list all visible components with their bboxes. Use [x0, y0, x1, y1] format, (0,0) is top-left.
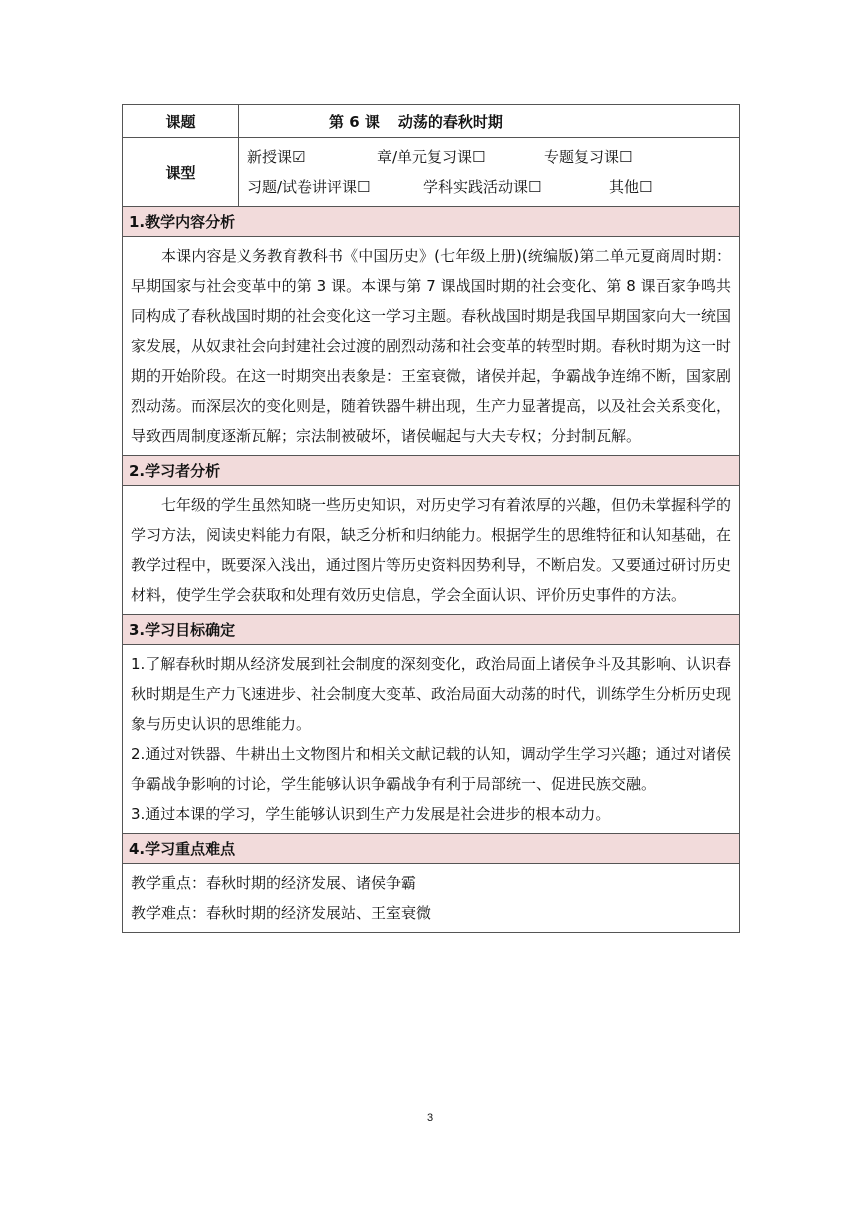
- type-option-exercise-review[interactable]: 习题/试卷讲评课☐: [247, 178, 371, 196]
- section-body: [123, 864, 740, 933]
- section-body: [123, 486, 740, 615]
- lesson-type-options: [239, 138, 740, 207]
- lesson-plan-table: [122, 104, 740, 933]
- section-heading: 4.学习重点难点: [123, 834, 740, 864]
- type-option-new[interactable]: 新授课☑: [247, 148, 306, 166]
- lesson-title: [239, 105, 740, 138]
- topic-label: 课题: [123, 105, 239, 138]
- type-option-unit-review[interactable]: 章/单元复习课☐: [377, 148, 486, 166]
- section-body: [123, 645, 740, 834]
- objective-item: 3.通过本课的学习，学生能够认识到生产力发展是社会进步的根本动力。: [131, 805, 611, 823]
- section-heading: 2.学习者分析: [123, 456, 740, 486]
- key-point: 教学重点：春秋时期的经济发展、诸侯争霸: [131, 874, 417, 892]
- section-heading: 3.学习目标确定: [123, 615, 740, 645]
- page-number: 3: [426, 1112, 434, 1124]
- difficulty-point: 教学难点：春秋时期的经济发展站、王室衰微: [131, 904, 432, 922]
- type-option-topic-review[interactable]: 专题复习课☐: [544, 148, 633, 166]
- type-label: 课型: [123, 138, 239, 207]
- type-option-other[interactable]: 其他☐: [609, 178, 653, 196]
- section-heading: 1.教学内容分析: [123, 207, 740, 237]
- paragraph: 七年级的学生虽然知晓一些历史知识，对历史学习有着浓厚的兴趣，但仍未掌握科学的学习方法，阅读史料能力有限，缺乏分析和归纳能力。根据学生的思维特征和认知基础，在教学过程中，既要深入浅出，通过图片等历史资料因势利导，不断启发。又要通过研讨历史材料，使学生学会获取和处理有效历史信息，学会全面认识、评价历史事件的方法。: [131, 496, 732, 604]
- type-option-practice[interactable]: 学科实践活动课☐: [423, 178, 542, 196]
- objective-item: 1.了解春秋时期从经济发展到社会制度的深刻变化，政治局面上诸侯争斗及其影响、认识春秋时期是生产力飞速进步、社会制度大变革、政治局面大动荡的时代，训练学生分析历史现象与历史认识的思维能力。: [131, 655, 732, 733]
- section-body: [123, 237, 740, 456]
- lesson-number: 第 6 课: [329, 112, 380, 131]
- paragraph: 本课内容是义务教育教科书《中国历史》(七年级上册)(统编版)第二单元夏商周时期：早期国家与社会变革中的第 3 课。本课与第 7 课战国时期的社会变化、第 8 课百家争鸣共同构成了春秋战国时期的社会变化这一学习主题。春秋战国时期是我国早期国家向大一统国家发展，从奴隶社会向封建社会过渡的剧烈动荡和社会变革的转型时期。春秋时期为这一时期的开始阶段。在这一时期突出表象是：王室衰微，诸侯并起，争霸战争连绵不断，国家剧烈动荡。而深层次的变化则是，随着铁器牛耕出现，生产力显著提高，以及社会关系变化，导致西周制度逐渐瓦解；宗法制被破坏，诸侯崛起与大夫专权；分封制瓦解。: [131, 247, 732, 445]
- objective-item: 2.通过对铁器、牛耕出土文物图片和相关文献记载的认知，调动学生学习兴趣；通过对诸侯争霸战争影响的讨论，学生能够认识争霸战争有利于局部统一、促进民族交融。: [131, 745, 731, 793]
- lesson-name: 动荡的春秋时期: [397, 112, 503, 131]
